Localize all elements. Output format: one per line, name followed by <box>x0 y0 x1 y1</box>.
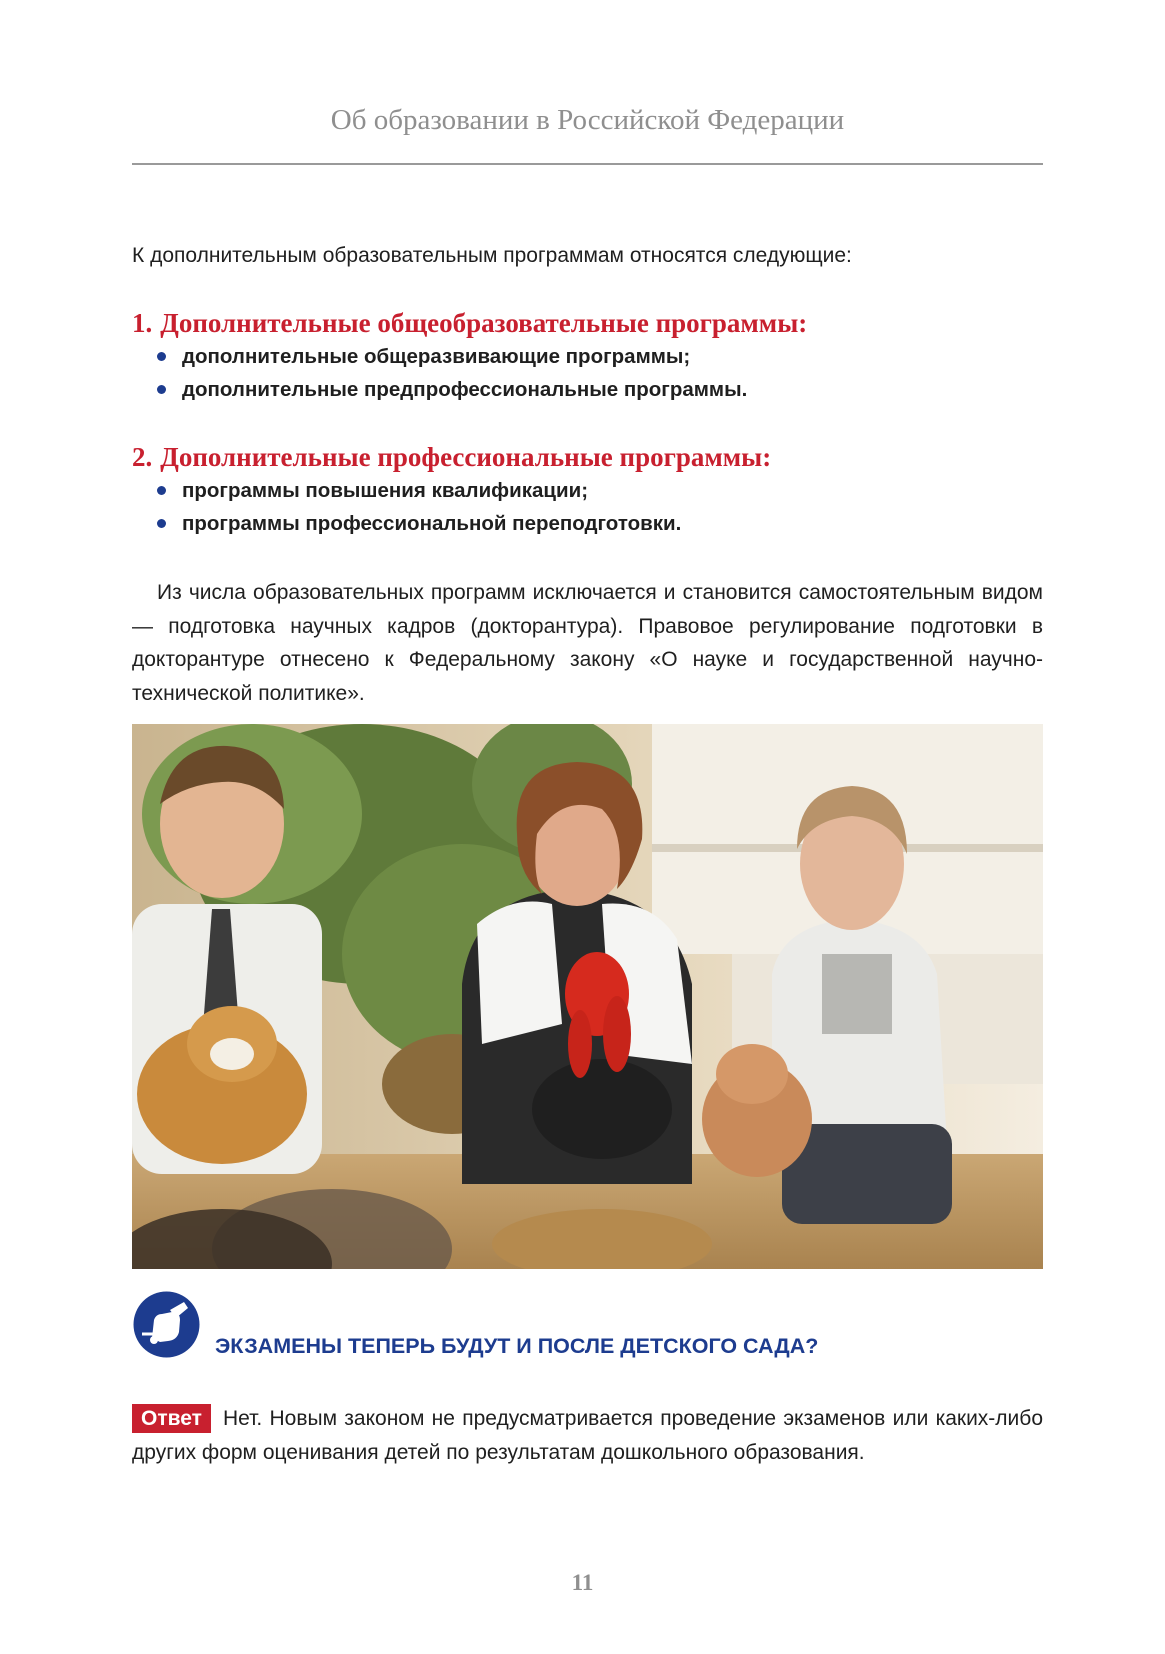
list-item <box>132 507 1043 540</box>
header-rule <box>132 163 1043 165</box>
question-text: ЭКЗАМЕНЫ ТЕПЕРЬ БУДУТ И ПОСЛЕ ДЕТСКОГО САДА? <box>215 1334 819 1358</box>
list-item-text: программы повышения квалификации; <box>182 479 589 502</box>
bullet-icon <box>157 352 166 361</box>
section-number: 2. <box>132 442 153 472</box>
section-title <box>132 306 1043 340</box>
list-item-text: программы профессиональной переподготовки. <box>182 512 682 535</box>
list-item <box>132 340 1043 373</box>
list-item-text: дополнительные предпрофессиональные программы. <box>182 378 748 401</box>
classroom-photo <box>132 724 1043 1269</box>
list-item <box>132 474 1043 507</box>
list-item <box>132 373 1043 406</box>
answer-text: Нет. Новым законом не предусматривается проведение экзаменов или каких-либо других форм оценивания детей по результатам дошкольного образования. <box>132 1407 1043 1464</box>
intro-text: К дополнительным образовательным программам относятся следующие: <box>132 244 852 267</box>
bullet-list <box>132 474 1043 540</box>
running-title: Об образовании в Российской Федерации <box>330 104 845 136</box>
section-professional-programs <box>132 440 1043 540</box>
bullet-icon <box>157 486 166 495</box>
section-title-text: Дополнительные общеобразовательные программы: <box>160 308 808 338</box>
section-number: 1. <box>132 308 153 338</box>
list-item-text: дополнительные общеразвивающие программы; <box>182 345 691 368</box>
section-title-text: Дополнительные профессиональные программы: <box>160 442 772 472</box>
bullet-list <box>132 340 1043 406</box>
classroom-photo-illustration <box>132 724 1043 1269</box>
body-paragraph: Из числа образовательных программ исключается и становится самостоятельным видом — подготовка научных кадров (докторантура). Правовое регулирование подготовки в докторантуре отнесено к Федеральному закону «О науке и государственной научно-технической политике». <box>132 581 1043 705</box>
answer-block <box>132 1402 1043 1469</box>
question-icon <box>132 1290 201 1359</box>
bullet-icon <box>157 385 166 394</box>
section-general-programs <box>132 306 1043 406</box>
page-number: 11 <box>571 1570 594 1595</box>
bullet-icon <box>157 519 166 528</box>
answer-label: Ответ <box>132 1404 211 1433</box>
section-title <box>132 440 1043 474</box>
